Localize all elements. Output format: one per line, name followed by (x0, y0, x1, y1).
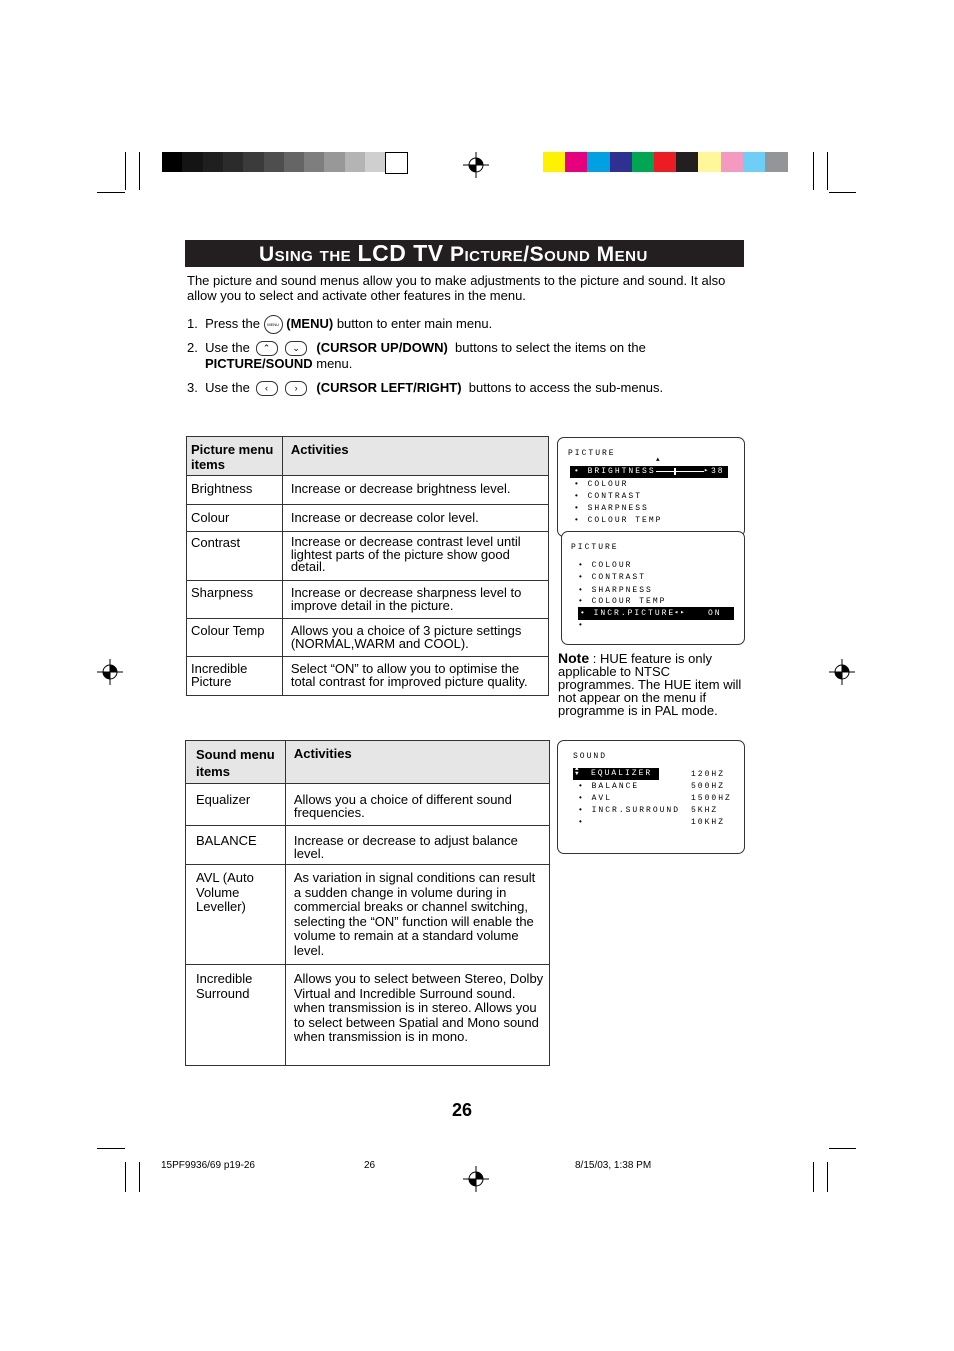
page-number: 26 (452, 1100, 473, 1120)
osd-item: BRIGHTNESS (587, 467, 656, 476)
item-cell: BALANCE (186, 826, 286, 865)
footer-date: 8/15/03, 1:38 PM (575, 1160, 652, 1171)
color-swatch (743, 152, 766, 172)
registration-mark-top-icon (463, 152, 489, 178)
osd-item: • CONTRAST (578, 573, 647, 582)
osd-item: • COLOUR (578, 561, 633, 570)
table-row (186, 826, 550, 865)
section-title (185, 240, 744, 267)
picture-menu-table (186, 436, 549, 696)
gray-swatch (385, 152, 408, 174)
gray-swatch (284, 152, 305, 172)
osd-item: • COLOUR TEMP (574, 516, 663, 525)
osd-item: • BALANCE (578, 782, 640, 791)
cursor-right-icon: › (285, 381, 307, 396)
step-3 (187, 380, 747, 396)
note-label: Note (558, 650, 590, 666)
color-swatch (676, 152, 699, 172)
table-row (186, 784, 550, 826)
step-bold: PICTURE/SOUND (205, 356, 313, 372)
table-row (187, 532, 549, 581)
step-text: Use the (205, 380, 250, 395)
osd-item: • SHARPNESS (574, 504, 649, 513)
item-cell: AVL (Auto Volume Leveller) (186, 865, 286, 965)
menu-button-icon: MENU (264, 315, 283, 334)
step-number: 3. (187, 380, 198, 395)
table-row (187, 657, 549, 696)
osd-selected-row (573, 765, 659, 780)
eq-value: 1500HZ (691, 794, 732, 803)
color-swatch (698, 152, 721, 172)
osd-item: • COLOUR TEMP (578, 597, 667, 606)
activity-cell: Select “ON” to allow you to optimise the total contrast for improved picture quality. (282, 657, 548, 696)
title-word-2: LCD TV (357, 240, 444, 266)
gray-swatch (345, 152, 366, 172)
registration-mark-bottom-icon (463, 1166, 489, 1192)
header-activity: Activities (282, 437, 548, 476)
header-activity: Activities (285, 741, 549, 784)
activity-cell: As variation in signal conditions can result a sudden change in volume during in commercial breaks or channel switching, selecting the “ON” function will enable the volume to remain at a standard volume level. (285, 865, 549, 965)
osd-item: • AVL (578, 794, 613, 803)
brightness-slider-knob (674, 468, 676, 475)
incr-value: ON (708, 609, 722, 618)
osd-title: PICTURE (571, 543, 619, 552)
table-row (187, 505, 549, 532)
activity-cell: Increase or decrease brightness level. (282, 476, 548, 505)
item-cell: Colour Temp (187, 619, 283, 657)
brightness-slider (656, 471, 704, 472)
header-item: Sound menu items (186, 741, 286, 784)
table-row (186, 965, 550, 1066)
step-text: buttons to select the items on the (455, 340, 646, 355)
osd-item: EQUALIZER (591, 769, 653, 778)
title-word-3: Picture/Sound Menu (449, 243, 648, 266)
step-number: 1. (187, 315, 198, 331)
activity-cell: Increase or decrease to adjust balance level. (285, 826, 549, 865)
note-text: : HUE feature is only applicable to NTSC programmes. The HUE item will not appear on the menu if programme is in PAL mode. (558, 651, 742, 718)
step-text: buttons to access the sub-menus. (468, 380, 664, 395)
item-cell: Sharpness (187, 581, 283, 619)
color-swatch (721, 152, 744, 172)
osd-title: PICTURE (568, 449, 616, 458)
item-cell: Incredible Surround (186, 965, 286, 1066)
step-bold: (MENU) (286, 315, 334, 331)
osd-item: • COLOUR (574, 480, 629, 489)
gray-swatch (182, 152, 203, 172)
gray-swatch (223, 152, 244, 172)
table-row (187, 619, 549, 657)
color-swatch (543, 152, 566, 172)
osd-item: INCR.PICTURE (593, 609, 676, 618)
step-text: Press the (205, 315, 260, 331)
up-arrow-icon: ▲ (656, 456, 662, 463)
cursor-down-icon: ⌄ (285, 341, 307, 356)
up-down-arrow-icon: ▲ ▼ (575, 765, 579, 777)
activity-cell: Increase or decrease sharpness level to improve detail in the picture. (282, 581, 548, 619)
table-header-row (187, 437, 549, 476)
color-swatch (610, 152, 633, 172)
osd-item: • SHARPNESS (578, 586, 653, 595)
gray-swatch (304, 152, 325, 172)
left-right-arrow-icon: ◂▸ (674, 609, 687, 617)
osd-selected-row: • BRIGHTNESS ▸ 38 (570, 466, 728, 478)
header-item: Picture menu items (187, 437, 283, 476)
activity-cell: Increase or decrease contrast level until lightest parts of the picture show good detail. (282, 532, 548, 581)
step-1 (187, 315, 747, 334)
eq-value: 5KHZ (691, 806, 719, 815)
color-swatch (632, 152, 655, 172)
eq-value: 120HZ (691, 770, 726, 779)
footer-page: 26 (364, 1160, 376, 1171)
step-number: 2. (187, 340, 198, 355)
color-swatch (565, 152, 588, 172)
step-bold: (CURSOR UP/DOWN) (316, 340, 448, 355)
registration-mark-left-icon (97, 659, 123, 685)
osd-picture-menu-incr (561, 531, 745, 645)
osd-title: SOUND (573, 752, 608, 761)
osd-selected-row: • INCR.PICTURE ◂▸ ON (578, 607, 734, 620)
brightness-value: 38 (711, 467, 725, 476)
table-row (187, 476, 549, 505)
activity-cell: Allows you a choice of 3 picture settings (NORMAL,WARM and COOL). (282, 619, 548, 657)
item-cell: Contrast (187, 532, 283, 581)
eq-value: 500HZ (691, 782, 726, 791)
gray-swatch (324, 152, 345, 172)
table-header-row (186, 741, 550, 784)
title-word-1: Using the (259, 243, 352, 266)
footer-file: 15PF9936/69 p19-26 (161, 1160, 255, 1171)
registration-mark-right-icon (829, 659, 855, 685)
hue-note (558, 652, 744, 717)
sound-menu-table (185, 740, 550, 1066)
color-swatch (587, 152, 610, 172)
color-swatch (765, 152, 788, 172)
step-text: Use the (205, 340, 250, 355)
activity-cell: Allows you a choice of different sound frequencies. (285, 784, 549, 826)
gray-swatch (162, 152, 183, 172)
step-bold: (CURSOR LEFT/RIGHT) (316, 380, 462, 395)
step-text: button to enter main menu. (336, 315, 493, 331)
gray-swatch (264, 152, 285, 172)
item-cell: Brightness (187, 476, 283, 505)
item-cell: Equalizer (186, 784, 286, 826)
table-row (187, 581, 549, 619)
osd-bullet: • (578, 818, 585, 827)
osd-item: • CONTRAST (574, 492, 643, 501)
step-text: menu. (316, 356, 353, 372)
osd-picture-menu-brightness (557, 437, 745, 537)
osd-sound-menu (557, 740, 745, 854)
activity-cell: Increase or decrease color level. (282, 505, 548, 532)
osd-item: • INCR.SURROUND (578, 806, 681, 815)
item-cell: Colour (187, 505, 283, 532)
right-arrow-icon: ▸ (704, 467, 711, 475)
gray-swatch (365, 152, 386, 172)
table-row (186, 865, 550, 965)
cursor-up-icon: ⌃ (256, 341, 278, 356)
eq-value: 10KHZ (691, 818, 726, 827)
gray-swatch (203, 152, 224, 172)
gray-swatch (243, 152, 264, 172)
step-2 (187, 340, 747, 372)
intro-paragraph: The picture and sound menus allow you to make adjustments to the picture and sound. It also allow you to select and activate other features in the menu. (187, 273, 726, 303)
item-cell: Incredible Picture (187, 657, 283, 696)
activity-cell: Allows you to select between Stereo, Dolby Virtual and Incredible Surround sound. when transmission is in stereo. Allows you to select between Spatial and Mono sound when transmission is in mono. (285, 965, 549, 1066)
cursor-left-icon: ‹ (256, 381, 278, 396)
osd-bullet: • (578, 621, 585, 630)
color-swatch (654, 152, 677, 172)
